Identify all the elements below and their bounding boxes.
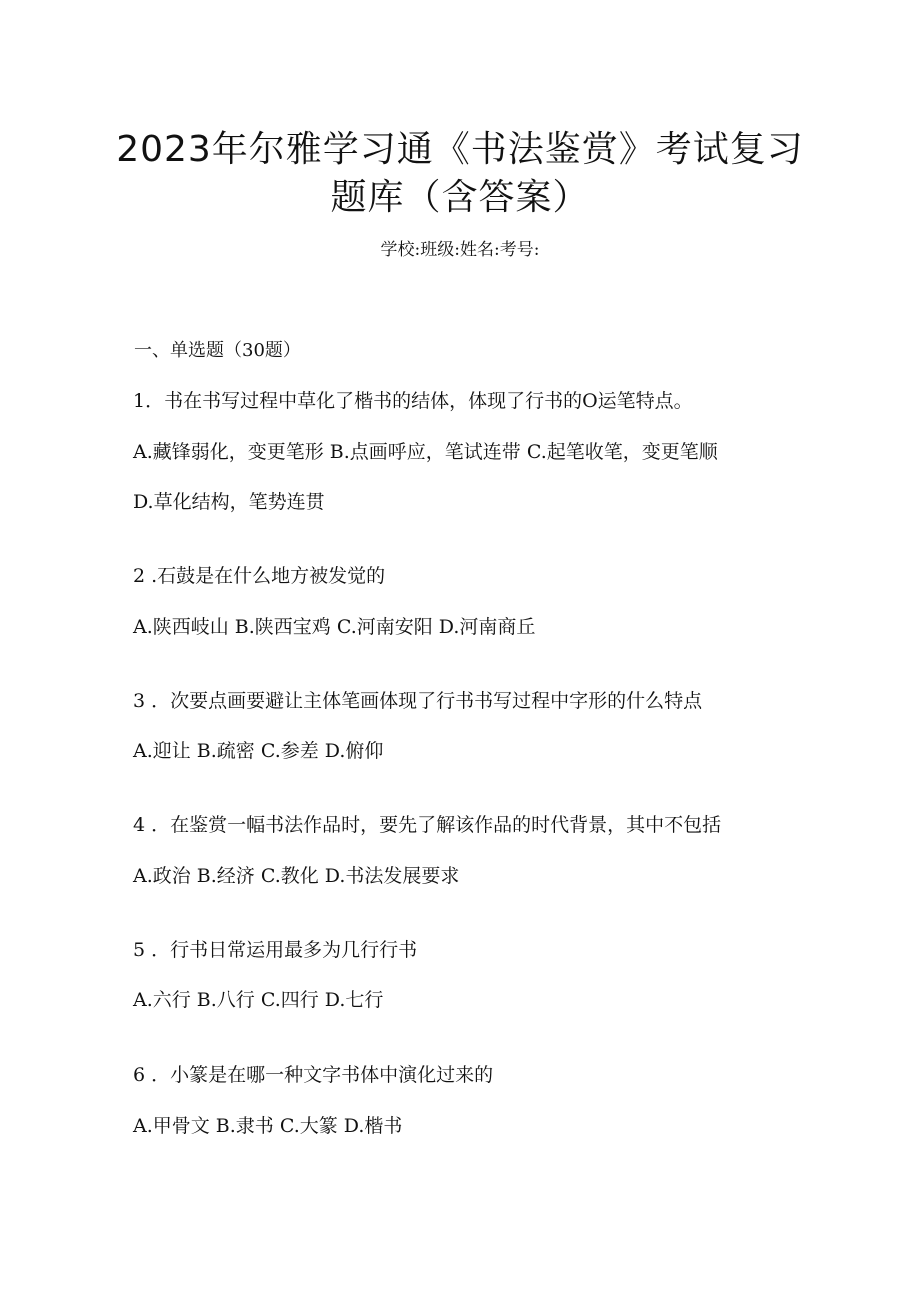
question-3-options: A.迎让 B.疏密 C.参差 D.俯仰: [133, 740, 384, 762]
document-title-line-2: 题库（含答案）: [330, 177, 590, 218]
question-1-text: 1．书在书写过程中草化了楷书的结体，体现了行书的O运笔特点。: [133, 390, 693, 412]
question-1-options-line-1: A.藏锋弱化，变更笔形 B.点画呼应，笔试连带 C.起笔收笔，变更笔顺: [133, 441, 718, 463]
question-4-text: 4 ．在鉴赏一幅书法作品时，要先了解该作品的时代背景，其中不包括: [133, 814, 722, 836]
question-5-options: A.六行 B.八行 C.四行 D.七行: [133, 989, 384, 1011]
question-2-options: A.陕西岐山 B.陕西宝鸡 C.河南安阳 D.河南商丘: [133, 616, 536, 638]
question-6-options: A.甲骨文 B.隶书 C.大篆 D.楷书: [133, 1115, 403, 1137]
question-2-text: 2 .石鼓是在什么地方被发觉的: [133, 565, 386, 587]
section-heading: 一、单选题（30题）: [134, 340, 301, 361]
question-4-options: A.政治 B.经济 C.教化 D.书法发展要求: [133, 865, 460, 887]
question-1-options-line-2: D.草化结构，笔势连贯: [133, 491, 325, 513]
question-5-text: 5 ．行书日常运用最多为几行行书: [133, 939, 418, 961]
document-title-line-1: 2023年尔雅学习通《书法鉴赏》考试复习: [116, 129, 804, 170]
question-6-text: 6 ．小篆是在哪一种文字书体中演化过来的: [133, 1064, 494, 1086]
question-3-text: 3 ．次要点画要避让主体笔画体现了行书书写过程中字形的什么特点: [133, 690, 703, 712]
student-info-line: 学校:班级:姓名:考号:: [380, 240, 540, 260]
